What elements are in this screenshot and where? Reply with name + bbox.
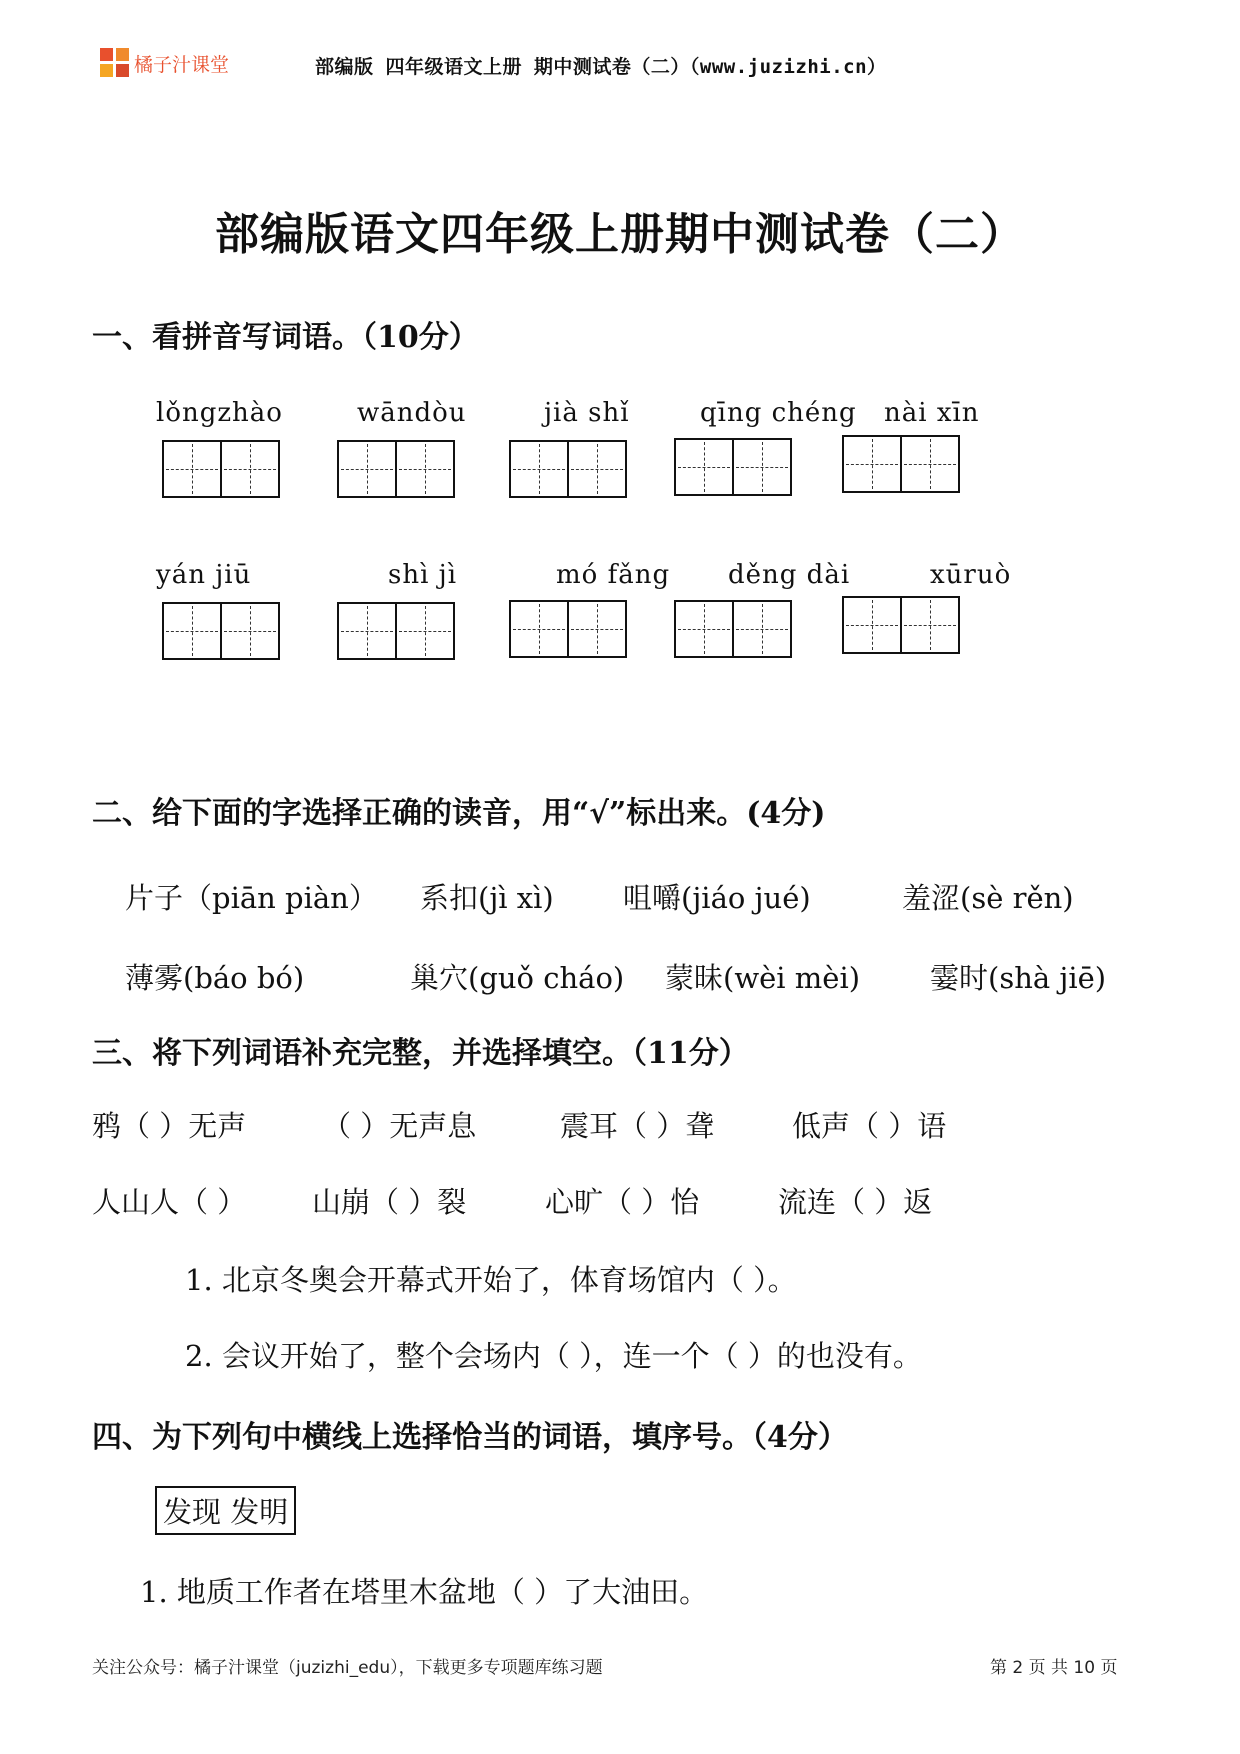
idiom-blank[interactable]: （ ）无声息 xyxy=(322,1109,477,1143)
header-title: 部编版 四年级语文上册 期中测试卷（二）（www.juzizhi.cn） xyxy=(315,56,887,78)
pronunciation-item[interactable]: 巢穴(guǒ cháo) xyxy=(410,961,625,995)
pinyin-label: yán jiū xyxy=(156,560,252,590)
writing-grid[interactable] xyxy=(337,440,455,498)
idiom-blank[interactable]: 山崩（ ）裂 xyxy=(312,1185,467,1219)
q1-heading: 一、看拼音写词语。（10分） xyxy=(92,320,479,355)
pinyin-label: nài xīn xyxy=(884,398,980,428)
pinyin-label: mó fǎng xyxy=(556,560,671,590)
fill-sentence[interactable]: 1. 地质工作者在塔里木盆地（ ）了大油田。 xyxy=(140,1575,709,1609)
writing-grid[interactable] xyxy=(162,602,280,660)
writing-grid[interactable] xyxy=(842,435,960,493)
brand-name: 橘子汁课堂 xyxy=(134,54,230,76)
writing-grid[interactable] xyxy=(842,596,960,654)
idiom-blank[interactable]: 心旷（ ）怡 xyxy=(545,1185,700,1219)
pinyin-label: wāndòu xyxy=(357,398,467,428)
idiom-blank[interactable]: 震耳（ ）聋 xyxy=(560,1109,715,1143)
brand-logo-icon xyxy=(100,48,130,78)
pinyin-label: shì jì xyxy=(388,560,458,590)
idiom-blank[interactable]: 鸦（ ）无声 xyxy=(92,1109,247,1143)
pinyin-label: jià shǐ xyxy=(544,398,630,428)
pronunciation-item[interactable]: 系扣(jì xì) xyxy=(420,881,554,915)
pronunciation-item[interactable]: 蒙昧(wèi mèi) xyxy=(665,961,861,995)
writing-grid[interactable] xyxy=(337,602,455,660)
idiom-blank[interactable]: 人山人（ ） xyxy=(92,1185,247,1219)
pronunciation-item[interactable]: 薄雾(báo bó) xyxy=(125,961,305,995)
writing-grid[interactable] xyxy=(674,438,792,496)
writing-grid[interactable] xyxy=(674,600,792,658)
pinyin-label: lǒngzhào xyxy=(156,398,283,428)
pronunciation-item[interactable]: 霎时(shà jiē) xyxy=(930,961,1107,995)
writing-grid[interactable] xyxy=(162,440,280,498)
pronunciation-item[interactable]: 片子（piān piàn） xyxy=(125,881,378,915)
pronunciation-item[interactable]: 咀嚼(jiáo jué) xyxy=(623,881,811,915)
writing-grid[interactable] xyxy=(509,440,627,498)
page-number: 第 2 页 共 10 页 xyxy=(990,1658,1118,1678)
footer-note: 关注公众号：橘子汁课堂（juzizhi_edu），下载更多专项题库练习题 xyxy=(92,1658,603,1678)
word-options-box: 发现 发明 xyxy=(155,1486,296,1535)
q3-heading: 三、将下列词语补充完整，并选择填空。（11分） xyxy=(92,1036,749,1071)
page-title: 部编版语文四年级上册期中测试卷（二） xyxy=(215,209,1025,260)
idiom-blank[interactable]: 流连（ ）返 xyxy=(778,1185,933,1219)
fill-sentence[interactable]: 2. 会议开始了，整个会场内（ ），连一个（ ）的也没有。 xyxy=(185,1339,922,1373)
pinyin-label: děng dài xyxy=(728,560,851,590)
writing-grid[interactable] xyxy=(509,600,627,658)
idiom-blank[interactable]: 低声（ ）语 xyxy=(792,1109,947,1143)
pinyin-label: qīng chéng xyxy=(700,398,857,428)
pinyin-label: xūruò xyxy=(930,560,1012,590)
q4-heading: 四、为下列句中横线上选择恰当的词语，填序号。（4分） xyxy=(92,1420,848,1455)
pronunciation-item[interactable]: 羞涩(sè rěn) xyxy=(902,881,1074,915)
fill-sentence[interactable]: 1. 北京冬奥会开幕式开始了，体育场馆内（ ）。 xyxy=(185,1263,797,1297)
q2-heading: 二、给下面的字选择正确的读音，用“√”标出来。(4分) xyxy=(92,796,826,831)
